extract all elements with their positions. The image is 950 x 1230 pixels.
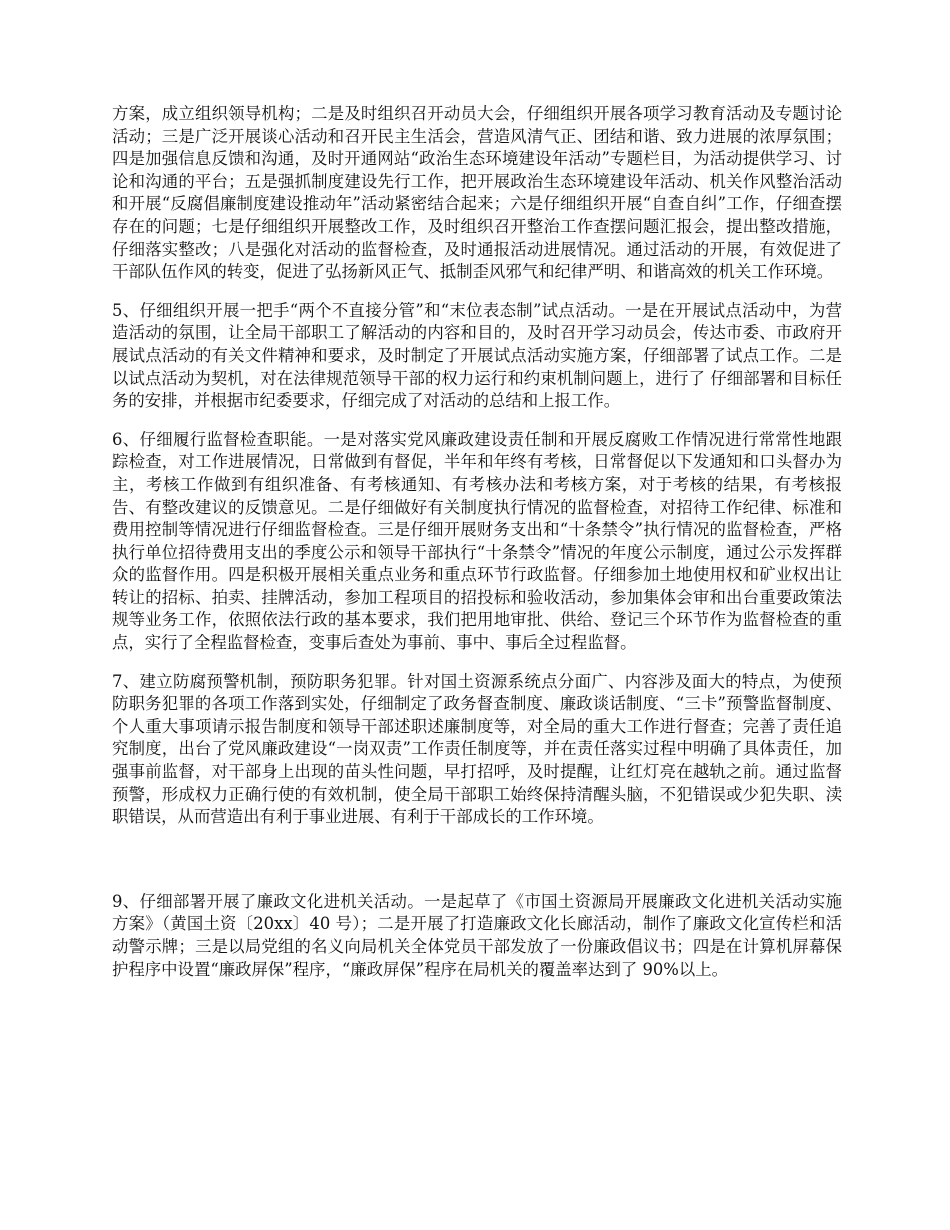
paragraph-item-9: 9、仔细部署开展了廉政文化进机关活动。一是起草了《市国土资源局开展廉政文化进机关活动实施方案》（黄国土资〔20xx〕40 号）；二是开展了打造廉政文化长廊活动，制作了廉政文化宣传栏和活动警示牌；三是以局党组的名义向局机关全体党员干部发放了一份廉政倡议书；四是在计算机屏幕保护程序中设置“廉政屏保”程序，“廉政屏保”程序在局机关的覆盖率达到了 90%以上。 <box>112 891 842 979</box>
paragraph-gap <box>112 655 842 671</box>
document-page <box>112 103 842 981</box>
paragraph-gap <box>112 413 842 429</box>
paragraph-item-5: 5、仔细组织开展一把手“两个不直接分管”和“末位表态制”试点活动。一是在开展试点活动中，为营造活动的氛围，让全局干部职工了解活动的内容和目的，及时召开学习动员会，传达市委、市政府开展试点活动的有关文件精神和要求，及时制定了开展试点活动实施方案，仔细部署了试点工作。二是以试点活动为契机，对在法律规范领导干部的权力运行和约束机制问题上，进行了 仔细部署和目标任务的安排，并根据市纪委要求，仔细完成了对活动的总结和上报工作。 <box>112 300 842 411</box>
paragraph-gap <box>112 284 842 300</box>
paragraph-activity-measures: 方案，成立组织领导机构；二是及时组织召开动员大会，仔细组织开展各项学习教育活动及专题讨论活动；三是广泛开展谈心活动和召开民主生活会，营造风清气正、团结和谐、致力进展的浓厚氛围；四是加强信息反馈和沟通，及时开通网站“政治生态环境建设年活动”专题栏目，为活动提供学习、讨论和沟通的平台；五是强抓制度建设先行工作，把开展政治生态环境建设年活动、机关作风整治活动和开展“反腐倡廉制度建设推动年”活动紧密结合起来；六是仔细组织开展“自查自纠”工作，仔细查摆存在的问题；七是仔细组织开展整改工作，及时组织召开整治工作查摆问题汇报会，提出整改措施，仔细落实整改；八是强化对活动的监督检查，及时通报活动进展情况。通过活动的开展，有效促进了干部队伍作风的转变，促进了弘扬新风正气、抵制歪风邪气和纪律严明、和谐高效的机关工作环境。 <box>112 104 842 282</box>
paragraph-item-6: 6、仔细履行监督检查职能。一是对落实党风廉政建设责任制和开展反腐败工作情况进行常常性地跟踪检查，对工作进展情况，日常做到有督促，半年和年终有考核，日常督促以下发通知和口头督办为主，考核工作做到有组织准备、有考核通知、有考核办法和考核方案，对于考核的结果，有考核报告、有整改建议的反馈意见。二是仔细做好有关制度执行情况的监督检查，对招待工作纪律、标准和费用控制等情况进行仔细监督检查。三是仔细开展财务支出和“十条禁令”执行情况的监督检查，严格执行单位招待费用支出的季度公示和领导干部执行“十条禁令”情况的年度公示制度，通过公示发挥群众的监督作用。四是积极开展相关重点业务和重点环节行政监督。仔细参加土地使用权和矿业权出让转让的招标、拍卖、挂牌活动，参加工程项目的招投标和验收活动，参加集体会审和出台重要政策法规等业务工作，依照依法行政的基本要求，我们把用地审批、供给、登记三个环节作为监督检查的重点，实行了全程监督检查，变事后查处为事前、事中、事后全过程监督。 <box>112 429 842 653</box>
paragraph-gap-large <box>112 829 842 891</box>
paragraph-item-7: 7、建立防腐预警机制，预防职务犯罪。针对国土资源系统点分面广、内容涉及面大的特点，为使预防职务犯罪的各项工作落到实处，仔细制定了政务督查制度、廉政谈话制度、“三卡”预警监督制度、个人重大事项请示报告制度和领导干部述职述廉制度等，对全局的重大工作进行督查；完善了责任追究制度，出台了党风廉政建设“一岗双责”工作责任制度等，并在责任落实过程中明确了具体责任，加强事前监督，对干部身上出现的苗头性问题，早打招呼，及时提醒，让红灯亮在越轨之前。通过监督预警，形成权力正确行使的有效机制，使全局干部职工始终保持清醒头脑，不犯错误或少犯失职、渎职错误，从而营造出有利于事业进展、有利于干部成长的工作环境。 <box>112 671 842 827</box>
